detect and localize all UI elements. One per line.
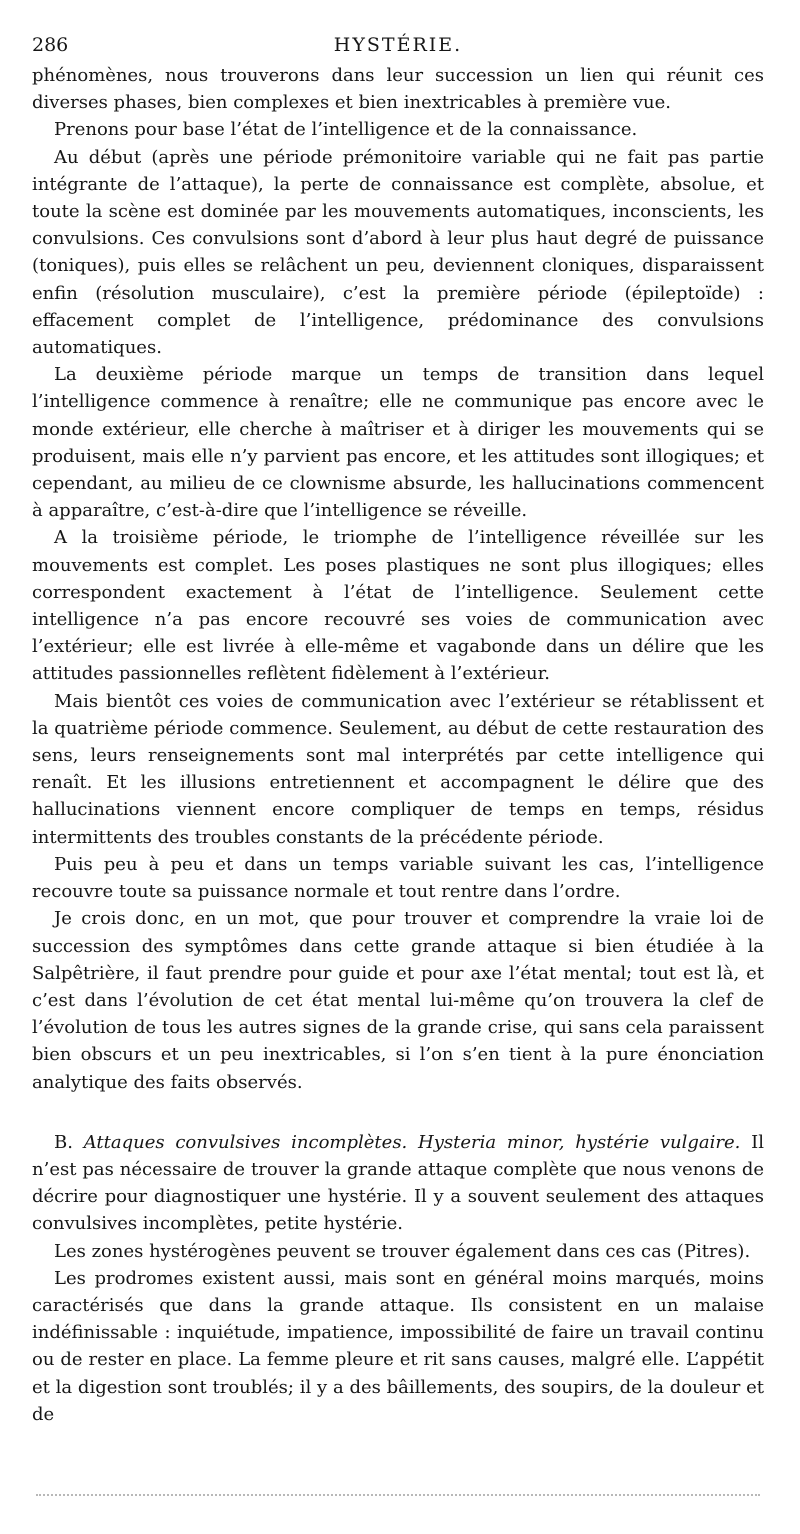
paragraph-second-period: La deuxième période marque un temps de transition dans lequel l’intelligence commence à renaître; elle ne communique pas encore avec le monde extérieur, elle cherche à maîtriser et à diriger les mouvements qui se produisent, mais elle n’y parvient pas encore, et les attitudes sont illogiques; et cependant, au milieu de ce clownisme absurde, les hallucinations commencent à apparaître, c’est-à-dire que l’intelligence se réveille.	[32, 364, 764, 522]
paragraph-third-period: A la troisième période, le triomphe de l’intelligence réveillée sur les mouvements est complet. Les poses plastiques ne sont plus illogiques; elles correspondent exactement à l’état de l’intelligence. Seulement cette intelligence n’a pas encore recouvré ses voies de communication avec l’extérieur; elle est livrée à elle-même et vagabonde dans un délire que les attitudes passionnelles reflètent fidèlement à l’extérieur.	[32, 527, 764, 685]
section-letter: B.	[54, 1131, 73, 1153]
paragraph-conclusion: Je crois donc, en un mot, que pour trouver et comprendre la vraie loi de succession des symptômes dans cette grande attaque si bien étudiée à la Salpêtrière, il faut prendre pour guide et pour axe l’état mental; tout est là, et c’est dans l’évolution de cet état mental lui-même qu’on trouvera la clef de l’évolution de tous les autres signes de la grande crise, qui sans cela paraissent bien obscurs et un peu inextricables, si l’on s’en tient à la pure énonciation analytique des faits observés.	[32, 908, 764, 1093]
scan-artifact-line	[36, 1494, 760, 1500]
paragraph-prodromes: Les prodromes existent aussi, mais sont en général moins marqués, moins caractérisés que dans la grande attaque. Ils consistent en un malaise indéfinissable : inquiétude, impatience, impossibilité de faire un travail continu ou de rester en place. La femme pleure et rit sans causes, malgré elle. L’appétit et la digestion sont troublés; il y a des bâillements, des soupirs, de la douleur et de	[32, 1267, 764, 1425]
paragraph-hysterogenic-zones: Les zones hystérogènes peuvent se trouver également dans ces cas (Pitres).	[54, 1240, 751, 1262]
section-intro-text: Il n’est pas nécessaire de trouver la grande attaque complète que nous venons de décrire pour diagnostiquer une hystérie. Il y a souvent seulement des attaques convulsives incomplètes, petite hystérie.	[32, 1131, 764, 1235]
running-title: HYSTÉRIE.	[333, 34, 463, 56]
section-b-paragraph	[32, 1129, 764, 1238]
paragraph-fourth-period: Mais bientôt ces voies de communication avec l’extérieur se rétablissent et la quatrième période commence. Seulement, au début de cette restauration des sens, leurs renseignements sont mal interprétés par cette intelligence qui renaît. Et les illusions entretiennent et accompagnent le délire que des hallucinations viennent encore compliquer de temps en temps, résidus intermittents des troubles constants de la précédente période.	[32, 690, 764, 848]
running-head	[32, 30, 764, 60]
section-heading: Attaques convulsives incomplètes. Hysteria minor, hystérie vulgaire.	[83, 1131, 741, 1153]
paragraph-basis: Prenons pour base l’état de l’intelligence et de la connaissance.	[54, 119, 638, 141]
paragraph-continued: phénomènes, nous trouverons dans leur succession un lien qui réunit ces diverses phases, bien complexes et bien inextricables à première vue.	[32, 65, 764, 114]
page-body	[32, 62, 764, 1428]
page-number: 286	[32, 34, 69, 56]
paragraph-recovery: Puis peu à peu et dans un temps variable suivant les cas, l’intelligence recouvre toute sa puissance normale et tout rentre dans l’ordre.	[32, 853, 764, 903]
paragraph-first-period: Au début (après une période prémonitoire variable qui ne fait pas partie intégrante de l’attaque), la perte de connaissance est complète, absolue, et toute la scène est dominée par les mouvements automatiques, inconscients, les convulsions. Ces convulsions sont d’abord à leur plus haut degré de puissance (toniques), puis elles se relâchent un peu, deviennent cloniques, disparaissent enfin (résolution musculaire), c’est la première période (épileptoïde) : effacement complet de l’intelligence, prédominance des convulsions automatiques.	[32, 146, 764, 359]
